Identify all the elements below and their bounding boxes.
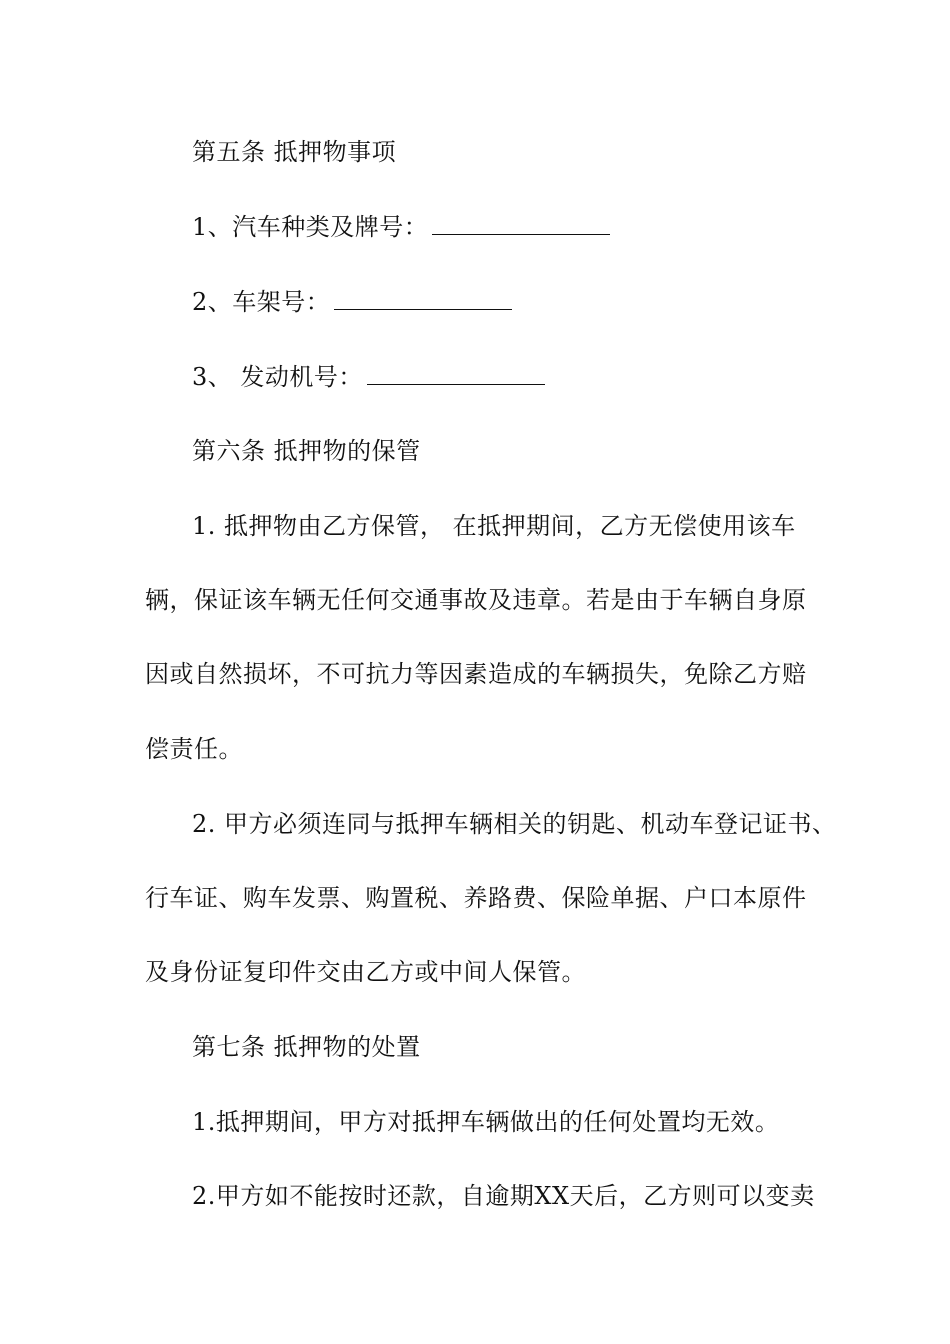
engine-number-blank [367,362,545,385]
article6-para2-line1: 2. 甲方必须连同与抵押车辆相关的钥匙、机动车登记证书、 [192,810,837,838]
frame-number-label: 2、车架号： [192,288,331,316]
frame-number-blank [334,287,512,310]
article6-para2-line2: 行车证、购车发票、购置税、养路费、保险单据、户口本原件 [145,884,807,912]
vehicle-type-plate-blank [432,212,610,235]
engine-number-label: 3、 发动机号： [192,363,363,391]
article6-para1-line4: 偿责任。 [145,735,243,763]
vehicle-type-plate-label: 1、汽车种类及牌号： [192,213,429,241]
article7-heading: 第七条 抵押物的处置 [192,1033,421,1061]
article6-para1-line3: 因或自然损坏，不可抗力等因素造成的车辆损失，免除乙方赔 [145,660,807,688]
article5-item2 [192,287,512,317]
article5-item3 [192,362,545,392]
article6-heading: 第六条 抵押物的保管 [192,437,421,465]
article6-para1-line1: 1. 抵押物由乙方保管， 在抵押期间，乙方无偿使用该车 [192,512,796,540]
article6-para1-line2: 辆，保证该车辆无任何交通事故及违章。若是由于车辆自身原 [145,586,807,614]
article7-item1: 1.抵押期间，甲方对抵押车辆做出的任何处置均无效。 [192,1108,780,1136]
article7-item2: 2.甲方如不能按时还款，自逾期XX天后，乙方则可以变卖 [192,1182,815,1210]
article5-item1 [192,212,610,242]
article6-para2-line3: 及身份证复印件交由乙方或中间人保管。 [145,958,586,986]
article5-heading: 第五条 抵押物事项 [192,138,397,166]
